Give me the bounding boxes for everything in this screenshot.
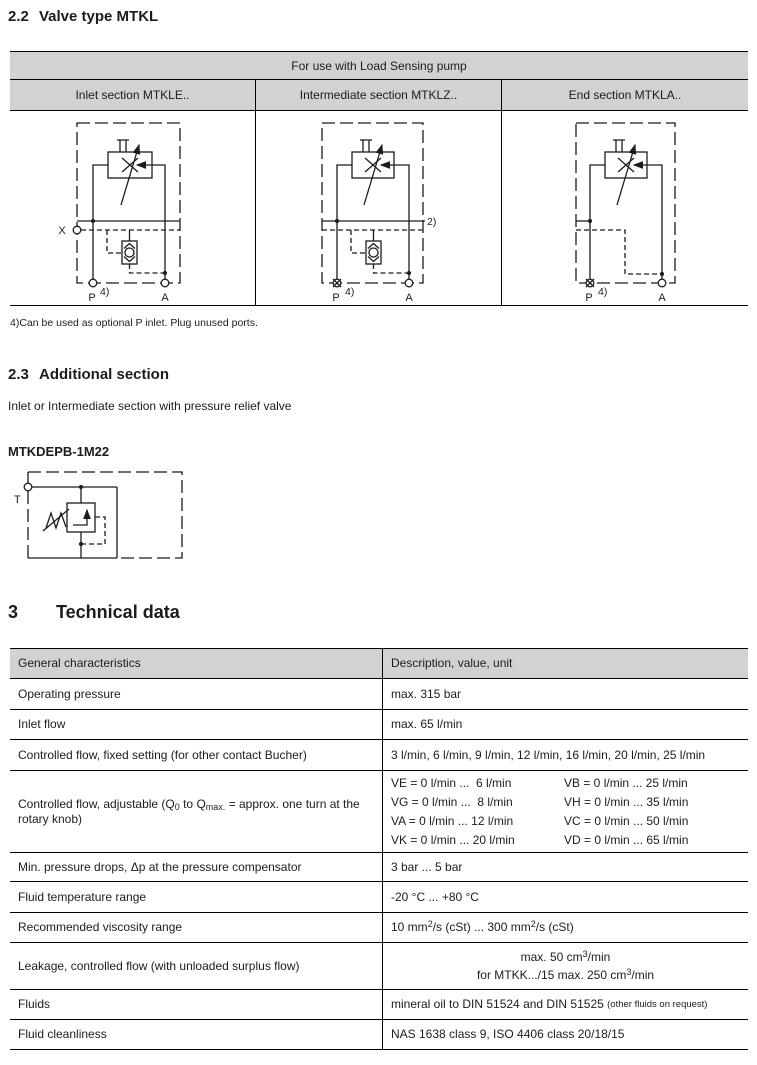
- row-value: 3 bar ... 5 bar: [391, 859, 463, 874]
- intermediate-diagram-cell: [256, 111, 502, 305]
- section-number: 2.2: [8, 8, 29, 25]
- adjustable-flow-list: VE = 0 l/min ... 6 l/min VB = 0 l/min ... 25 l/min VG = 0 l/min ... 8 l/min VH = 0 l/min ... 35 l/min VA = 0 l/min ... 12 l/min VC = 0 l/min ... 50 l/min VK = 0 l/min ... 20 l/min VD = 0 l/min ... 65 l/min: [391, 775, 689, 847]
- inlet-diagram-cell: [10, 111, 256, 305]
- row-value: NAS 1638 class 9, ISO 4406 class 20/18/15: [391, 1027, 625, 1041]
- row-min-pressure-drops: [10, 853, 748, 882]
- port-label-a: A: [658, 292, 666, 304]
- port-label-p: P: [88, 292, 96, 304]
- row-label: Recommended viscosity range: [10, 913, 383, 942]
- row-label: Controlled flow, adjustable ($Q_0$ to $Q_{max.}$ = approx. one turn at the rotary knob): [10, 771, 383, 852]
- section-3-heading: [8, 602, 180, 623]
- model-code: MTKDEPB-1M22: [8, 444, 110, 459]
- row-label: Min. pressure drops, Δp at the pressure compensator: [10, 853, 383, 881]
- row-label: Fluids: [10, 990, 383, 1019]
- technical-data-table: [10, 648, 748, 1050]
- relief-valve-schematic: [10, 465, 210, 565]
- column-header-end: End section MTKLA..: [568, 88, 682, 102]
- table-merged-header: For use with Load Sensing pump: [10, 52, 748, 80]
- section-title: Valve type MTKL: [39, 8, 159, 25]
- row-value: mineral oil to DIN 51524 and DIN 51525 (other fluids on request): [391, 997, 708, 1011]
- port-label-t: T: [14, 494, 21, 506]
- port-label-x: X: [58, 225, 66, 237]
- row-value: max. 315 bar: [391, 686, 462, 701]
- row-label: Fluid temperature range: [10, 882, 383, 912]
- port-note-4: 4): [345, 286, 355, 298]
- section-number: 2.3: [8, 366, 29, 383]
- row-value: [383, 771, 748, 852]
- row-controlled-flow-adjustable: [10, 771, 748, 853]
- port-note-4: 4): [598, 286, 608, 298]
- intermediate-section-schematic: [256, 111, 501, 305]
- row-label: Controlled flow, fixed setting (for other contact Bucher): [10, 740, 383, 770]
- row-value: 10 $mm^2/s$ (cSt) ... 300 $mm^2/s$ (cSt): [391, 919, 574, 934]
- section-2-3-heading: [8, 366, 169, 383]
- row-viscosity-range: [10, 913, 748, 943]
- row-value: -20 °C ... +80 °C: [391, 889, 479, 904]
- section-2-3-body: Inlet or Intermediate section with pressure relief valve: [8, 399, 292, 413]
- row-label: Leakage, controlled flow (with unloaded surplus flow): [10, 943, 383, 989]
- column-header-intermediate: Intermediate section MTKLZ..: [256, 80, 502, 110]
- inlet-section-schematic: [10, 111, 255, 305]
- row-inlet-flow: [10, 710, 748, 740]
- footnote-4: 4)Can be used as optional P inlet. Plug unused ports.: [10, 317, 258, 329]
- row-leakage: [10, 943, 748, 990]
- port-label-p: P: [332, 292, 340, 304]
- section-number: 3: [8, 602, 19, 622]
- section-title: Technical data: [56, 602, 180, 622]
- table-column-headers: [10, 80, 748, 111]
- line-note-2: 2): [427, 216, 437, 228]
- table-header-row: [10, 649, 748, 679]
- section-2-2-heading: [8, 8, 158, 25]
- row-label: Fluid cleanliness: [10, 1020, 383, 1049]
- row-fluid-cleanliness: [10, 1020, 748, 1050]
- port-label-a: A: [161, 292, 169, 304]
- row-label: Operating pressure: [10, 679, 383, 709]
- row-fluids: [10, 990, 748, 1020]
- end-section-schematic: [502, 111, 746, 305]
- port-note-4: 4): [100, 286, 110, 298]
- header-description-value-unit: Description, value, unit: [391, 656, 513, 670]
- row-value: 3 l/min, 6 l/min, 9 l/min, 12 l/min, 16 l/min, 20 l/min, 25 l/min: [391, 747, 706, 762]
- port-label-a: A: [405, 292, 413, 304]
- row-fluid-temperature: [10, 882, 748, 913]
- row-operating-pressure: [10, 679, 748, 710]
- valve-sections-table: [10, 51, 748, 306]
- section-title: Additional section: [39, 366, 170, 383]
- port-label-p: P: [585, 292, 593, 304]
- end-diagram-cell: [502, 111, 748, 305]
- row-value: max. 65 l/min: [391, 717, 463, 731]
- header-general-characteristics: General characteristics: [10, 649, 383, 678]
- diagram-row: [10, 111, 748, 306]
- column-header-inlet: Inlet section MTKLE..: [10, 80, 256, 110]
- row-controlled-flow-fixed: [10, 740, 748, 771]
- row-label: Inlet flow: [10, 710, 383, 739]
- row-value: max. 50 $cm^3/\min$ for MTKK.../15 max. 250 $cm^3/\min$: [476, 949, 655, 982]
